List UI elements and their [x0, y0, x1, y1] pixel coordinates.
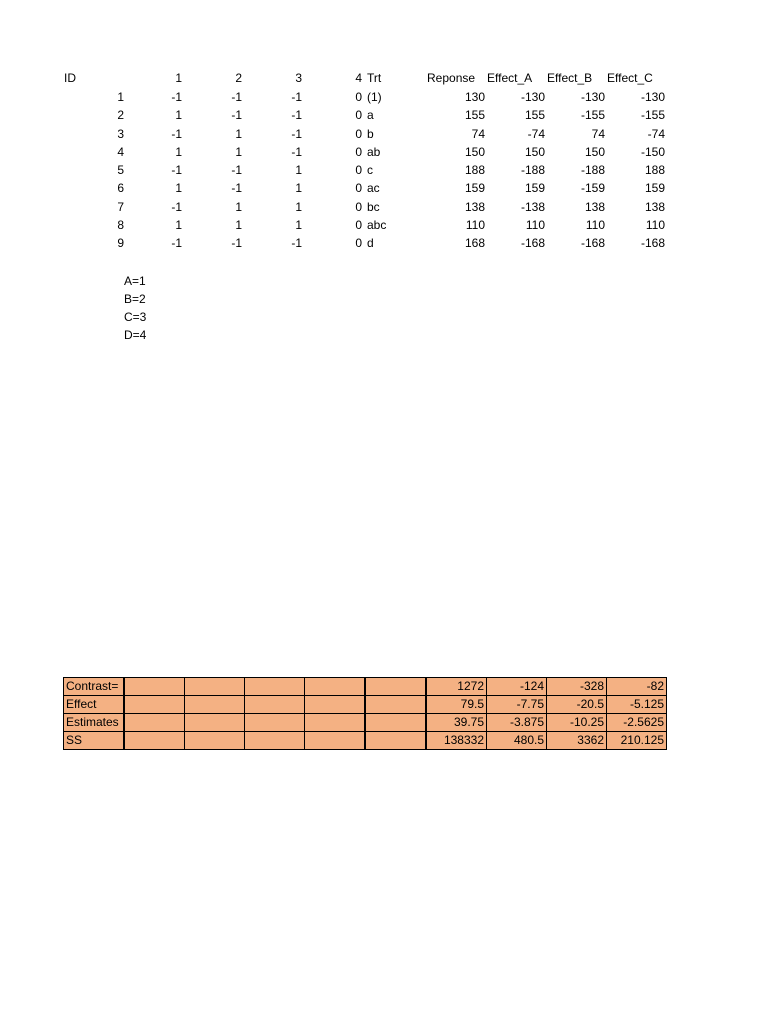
summary-cell-ea: 480.5 — [486, 731, 547, 750]
summary-cell-label: Contrast= — [63, 677, 124, 696]
cell-trt: (1) — [367, 90, 382, 104]
cell-eb: -130 — [580, 90, 605, 104]
header-effect-b: Effect_B — [547, 71, 593, 85]
cell-c4: 0 — [355, 217, 362, 232]
summary-cell-eb: -328 — [546, 677, 607, 696]
summary-cell-label: Effect — [63, 695, 124, 714]
cell-c3: 1 — [295, 181, 302, 196]
cell-c3: -1 — [291, 90, 302, 104]
header-effect-a: Effect_A — [487, 71, 533, 85]
cell-c4: 0 — [355, 236, 362, 250]
cell-id: 9 — [117, 236, 124, 250]
cell-c1: 1 — [175, 217, 182, 232]
summary-cell-eb: 3362 — [546, 731, 607, 750]
header-effect-c: Effect_C — [607, 71, 653, 85]
cell-ea: 159 — [524, 181, 545, 196]
cell-id: 8 — [117, 217, 124, 232]
cell-c3: -1 — [291, 126, 302, 141]
cell-c2: -1 — [231, 90, 242, 104]
summary-empty-cell — [124, 677, 185, 696]
cell-trt: abc — [367, 217, 387, 232]
summary-empty-cell — [184, 713, 245, 732]
cell-resp: 150 — [464, 144, 485, 159]
cell-resp: 155 — [464, 108, 485, 123]
cell-ea: -188 — [520, 163, 545, 177]
summary-empty-cell — [184, 731, 245, 750]
summary-empty-cell — [244, 677, 305, 696]
summary-cell-label: Estimates — [63, 713, 124, 732]
summary-empty-cell — [365, 713, 426, 732]
cell-eb: 74 — [591, 126, 605, 141]
cell-eb: -168 — [580, 236, 605, 250]
header-response: Reponse — [427, 71, 476, 85]
summary-cell-ec: 210.125 — [606, 731, 667, 750]
mapping-b: B=2 — [124, 292, 146, 306]
summary-empty-cell — [124, 731, 185, 750]
summary-empty-cell — [304, 677, 365, 696]
cell-ec: -130 — [640, 90, 665, 104]
cell-ec: -168 — [640, 236, 665, 250]
cell-resp: 130 — [464, 90, 485, 104]
cell-resp: 74 — [471, 126, 485, 141]
summary-cell-ea: -124 — [486, 677, 547, 696]
header-id: ID — [64, 71, 76, 85]
summary-cell-eb: -20.5 — [546, 695, 607, 714]
cell-ec: -150 — [640, 144, 665, 159]
summary-empty-cell — [124, 713, 185, 732]
cell-id: 1 — [117, 90, 124, 104]
cell-c4: 0 — [355, 163, 362, 177]
summary-cell-ec: -2.5625 — [606, 713, 667, 732]
cell-c2: -1 — [231, 181, 242, 196]
cell-ea: -130 — [520, 90, 545, 104]
cell-trt: bc — [367, 199, 380, 214]
cell-c3: 1 — [295, 217, 302, 232]
cell-c1: -1 — [171, 236, 182, 250]
cell-eb: -155 — [580, 108, 605, 123]
cell-eb: -188 — [580, 163, 605, 177]
summary-cell-resp: 138332 — [426, 731, 487, 750]
summary-cell-label: SS — [63, 731, 124, 750]
summary-cell-ea: -3.875 — [486, 713, 547, 732]
summary-cell-resp: 79.5 — [426, 695, 487, 714]
cell-ec: 188 — [644, 163, 665, 177]
summary-empty-cell — [365, 731, 426, 750]
cell-ec: 159 — [644, 181, 665, 196]
header-col3: 3 — [295, 71, 302, 85]
cell-ec: -74 — [647, 126, 665, 141]
cell-ea: 150 — [524, 144, 545, 159]
cell-ea: -168 — [520, 236, 545, 250]
cell-trt: b — [367, 126, 374, 141]
cell-c3: -1 — [291, 236, 302, 250]
cell-id: 4 — [117, 144, 124, 159]
cell-c4: 0 — [355, 126, 362, 141]
cell-id: 7 — [117, 199, 124, 214]
cell-eb: 110 — [585, 217, 605, 232]
header-col1: 1 — [175, 71, 182, 85]
cell-trt: d — [367, 236, 374, 250]
header-trt: Trt — [367, 71, 382, 85]
cell-id: 5 — [117, 163, 124, 177]
cell-ea: 155 — [524, 108, 545, 123]
summary-empty-cell — [124, 695, 185, 714]
cell-c2: 1 — [235, 199, 242, 214]
cell-c1: -1 — [171, 126, 182, 141]
cell-c1: -1 — [171, 163, 182, 177]
cell-eb: -159 — [580, 181, 605, 196]
cell-id: 6 — [117, 181, 124, 196]
cell-ea: -74 — [527, 126, 545, 141]
mapping-c: C=3 — [124, 310, 147, 324]
summary-cell-ec: -82 — [606, 677, 667, 696]
cell-c1: 1 — [175, 144, 182, 159]
cell-c1: -1 — [171, 199, 182, 214]
cell-resp: 138 — [464, 199, 485, 214]
cell-c2: 1 — [235, 126, 242, 141]
cell-c4: 0 — [355, 108, 362, 123]
summary-cell-resp: 1272 — [426, 677, 487, 696]
cell-c4: 0 — [355, 181, 362, 196]
summary-empty-cell — [244, 713, 305, 732]
cell-trt: ab — [367, 144, 381, 159]
cell-c1: 1 — [175, 108, 182, 123]
cell-ec: 138 — [644, 199, 665, 214]
cell-c1: 1 — [175, 181, 182, 196]
cell-trt: ac — [367, 181, 380, 196]
cell-trt: c — [367, 163, 373, 177]
summary-cell-eb: -10.25 — [546, 713, 607, 732]
cell-c4: 0 — [355, 90, 362, 104]
cell-c2: 1 — [235, 217, 242, 232]
summary-empty-cell — [244, 695, 305, 714]
cell-resp: 159 — [464, 181, 485, 196]
summary-empty-cell — [244, 731, 305, 750]
cell-c3: 1 — [295, 163, 302, 177]
cell-c2: 1 — [235, 144, 242, 159]
cell-c2: -1 — [231, 236, 242, 250]
summary-empty-cell — [184, 695, 245, 714]
summary-empty-cell — [365, 677, 426, 696]
cell-ec: -155 — [640, 108, 665, 123]
summary-cell-ea: -7.75 — [486, 695, 547, 714]
cell-resp: 168 — [464, 236, 485, 250]
cell-ea: -138 — [520, 199, 545, 214]
cell-id: 3 — [117, 126, 124, 141]
cell-trt: a — [367, 108, 374, 123]
cell-eb: 150 — [584, 144, 605, 159]
summary-empty-cell — [184, 677, 245, 696]
cell-c3: 1 — [295, 199, 302, 214]
cell-c1: -1 — [171, 90, 182, 104]
mapping-d: D=4 — [124, 328, 147, 342]
header-col2: 2 — [235, 71, 242, 85]
summary-empty-cell — [304, 713, 365, 732]
summary-cell-ec: -5.125 — [606, 695, 667, 714]
cell-c2: -1 — [231, 163, 242, 177]
cell-ea: 110 — [525, 217, 545, 232]
cell-c4: 0 — [355, 144, 362, 159]
cell-c3: -1 — [291, 108, 302, 123]
cell-resp: 188 — [464, 163, 485, 177]
header-col4: 4 — [355, 71, 362, 85]
cell-ec: 110 — [645, 217, 665, 232]
cell-c4: 0 — [355, 199, 362, 214]
summary-empty-cell — [304, 731, 365, 750]
summary-empty-cell — [304, 695, 365, 714]
cell-resp: 110 — [465, 217, 485, 232]
summary-empty-cell — [365, 695, 426, 714]
cell-eb: 138 — [584, 199, 605, 214]
cell-id: 2 — [117, 108, 124, 123]
cell-c3: -1 — [291, 144, 302, 159]
summary-cell-resp: 39.75 — [426, 713, 487, 732]
mapping-a: A=1 — [124, 274, 146, 288]
cell-c2: -1 — [231, 108, 242, 123]
